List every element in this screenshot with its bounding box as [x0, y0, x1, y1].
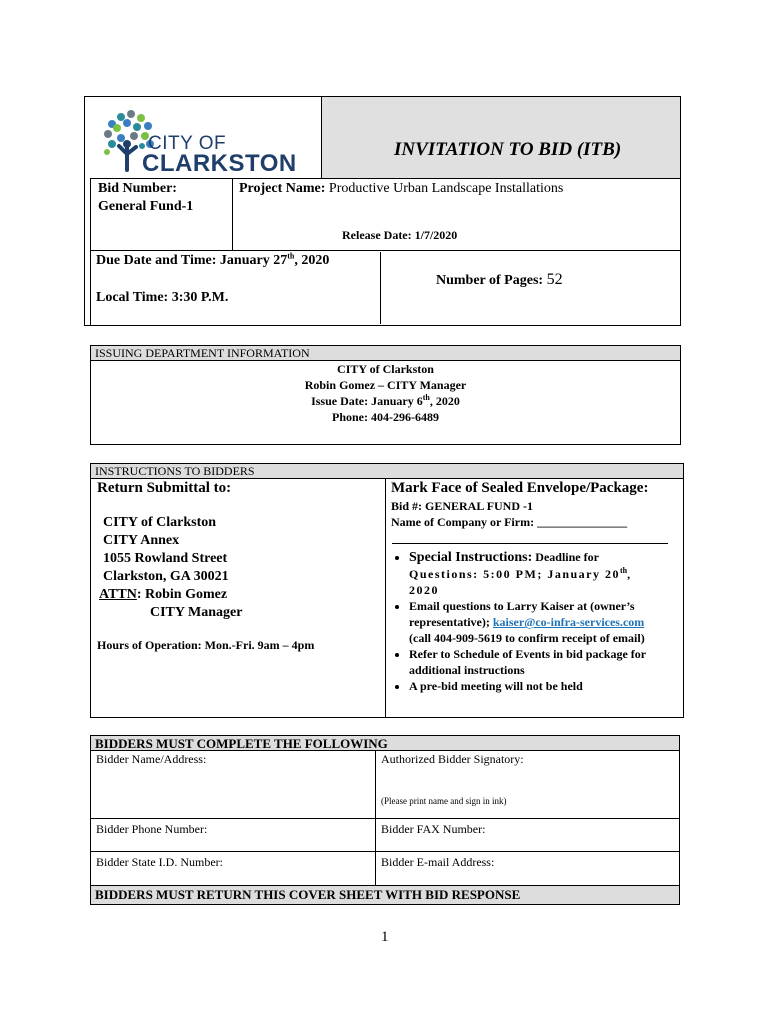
attn-line [99, 586, 242, 604]
divider [380, 252, 381, 324]
due-date-year: , 2020 [294, 253, 330, 268]
email-link[interactable]: kaiser@co-infra-services.com [492, 615, 645, 629]
company-line: Name of Company or Firm: _______________ [391, 515, 628, 529]
attn-label: ATTN [99, 587, 137, 602]
refer-item [409, 646, 683, 678]
bid-number-value: General Fund-1 [98, 199, 194, 214]
divider [90, 818, 680, 819]
authorized-signatory-field[interactable]: Authorized Bidder Signatory: [381, 752, 524, 766]
attn-title: CITY Manager [150, 605, 243, 620]
project-value: Productive Urban Landscape Installations [328, 181, 564, 196]
logo-city-of: CITY OF [148, 133, 227, 154]
divider [90, 750, 680, 751]
print-note: (Please print name and sign in ink) [381, 796, 507, 806]
questions-comma: , [627, 567, 631, 581]
attn-name: : Robin Gomez [136, 587, 228, 602]
issue-date-sup: th [422, 393, 430, 402]
due-date-label: Due Date and Time: January 27 [96, 253, 288, 268]
divider [392, 543, 668, 544]
questions-year: 2020 [409, 583, 439, 597]
issue-date-label: Issue Date: January 6 [311, 394, 423, 408]
return-address [99, 514, 243, 622]
address-line: Clarkston, GA 30021 [103, 569, 229, 584]
bidder-name-address-field[interactable]: Bidder Name/Address: [96, 752, 207, 766]
bid-number-label: Bid Number: [98, 181, 177, 196]
divider [385, 478, 386, 718]
issuing-info [90, 361, 681, 425]
divider [90, 851, 680, 852]
issuing-manager: Robin Gomez – CITY Manager [304, 378, 467, 392]
due-date [96, 253, 329, 269]
release-date: Release Date: 1/7/2020 [342, 228, 458, 242]
sealed-bid-number: Bid #: GENERAL FUND -1 [391, 499, 534, 513]
prebid-item: • A pre-bid meeting will not be held [409, 678, 683, 694]
issuing-city: CITY of Clarkston [337, 362, 434, 376]
instructions-header: INSTRUCTIONS TO BIDDERS [91, 464, 683, 479]
refer-text-2: additional instructions [409, 663, 525, 677]
email-item [409, 598, 683, 646]
email-text: Email questions to Larry Kaiser at (owner’s [409, 599, 635, 613]
bidders-header: BIDDERS MUST COMPLETE THE FOLLOWING [91, 736, 679, 751]
special-rest: Deadline for [535, 550, 599, 564]
address-line: CITY of Clarkston [103, 515, 217, 530]
hours-of-operation: Hours of Operation: Mon.-Fri. 9am – 4pm [97, 638, 315, 652]
bidder-email-field[interactable]: Bidder E-mail Address: [381, 855, 495, 869]
title-cell [321, 96, 681, 178]
pages-label: Number of Pages: [436, 273, 544, 288]
email-call: (call 404-909-5619 to confirm receipt of email) [409, 631, 645, 645]
refer-text: Refer to Schedule of Events in bid package for [409, 647, 647, 661]
local-time: Local Time: 3:30 P.M. [96, 290, 229, 305]
email-rep: representative); [409, 615, 493, 629]
bidder-phone-field[interactable]: Bidder Phone Number: [96, 822, 208, 836]
questions-deadline: Questions: 5:00 PM; January 20 [409, 567, 620, 581]
special-instructions [391, 549, 683, 694]
special-item [409, 549, 683, 598]
page-title: INVITATION TO BID (ITB) [394, 139, 622, 160]
mark-title: Mark Face of Sealed Envelope/Package: [391, 480, 649, 496]
questions-sup: th [620, 566, 628, 575]
return-title: Return Submittal to: [97, 480, 232, 496]
bidders-footer: BIDDERS MUST RETURN THIS COVER SHEET WITH BID RESPONSE [91, 886, 679, 904]
issuing-date [90, 393, 681, 409]
project-label: Project Name: [239, 181, 326, 196]
page-number: 1 [381, 929, 389, 945]
issue-date-year: , 2020 [429, 394, 460, 408]
address-line: CITY Annex [103, 533, 180, 548]
bidder-state-id-field[interactable]: Bidder State I.D. Number: [96, 855, 223, 869]
logo-clarkston: CLARKSTON [142, 150, 297, 177]
due-date-sup: th [287, 251, 295, 261]
issuing-phone: Phone: 404-296-6489 [332, 410, 439, 424]
issuing-header: ISSUING DEPARTMENT INFORMATION [91, 346, 680, 361]
bidder-fax-field[interactable]: Bidder FAX Number: [381, 822, 486, 836]
pages-value: 52 [546, 271, 563, 288]
special-title: Special Instructions: [409, 550, 533, 565]
project-name [239, 181, 563, 197]
number-of-pages [436, 271, 563, 289]
address-line: 1055 Rowland Street [103, 551, 228, 566]
